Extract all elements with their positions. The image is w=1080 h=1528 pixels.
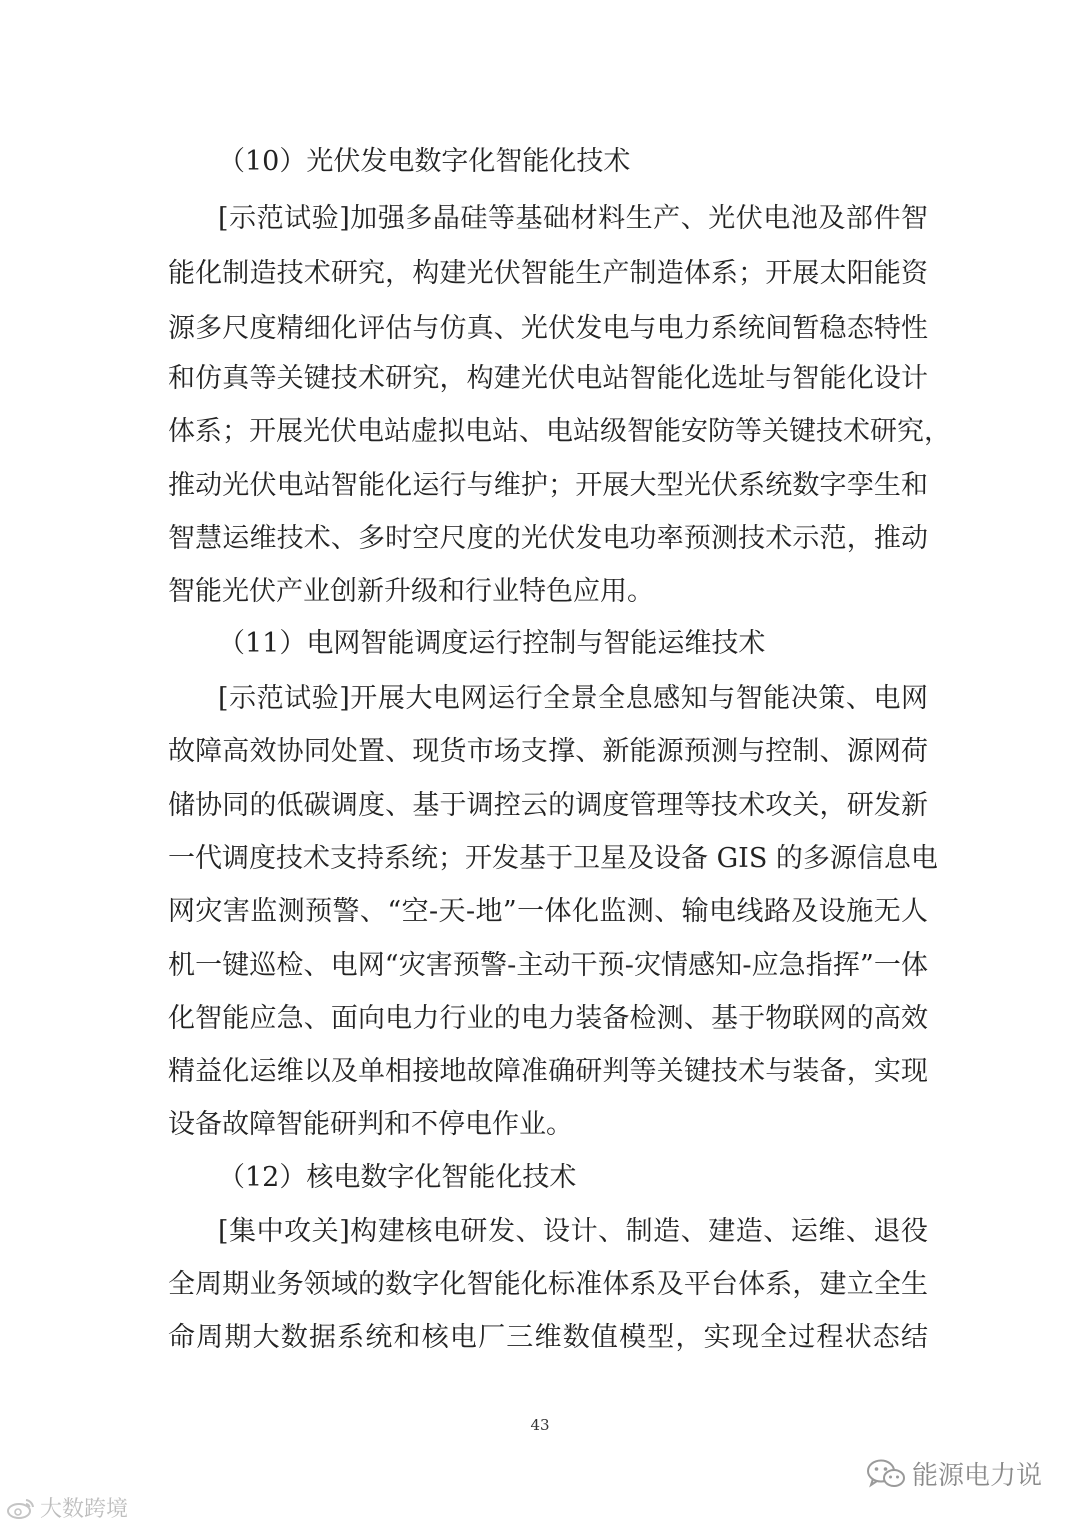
section-heading-12: （12）核电数字化智能化技术 <box>218 1162 577 1193</box>
paragraph-line: [集中攻关]构建核电研发、设计、制造、建造、运维、退役 <box>218 1216 928 1247</box>
weibo-watermark <box>6 1492 128 1523</box>
paragraph-line: [示范试验]开展大电网运行全景全息感知与智能决策、电网 <box>218 683 928 714</box>
paragraph-line: 化智能应急、面向电力行业的电力装备检测、基于物联网的高效 <box>168 1003 928 1034</box>
paragraph-line: 全周期业务领域的数字化智能化标准体系及平台体系，建立全生 <box>168 1269 928 1300</box>
paragraph-line: 源多尺度精细化评估与仿真、光伏发电与电力系统间暂稳态特性 <box>168 313 928 344</box>
paragraph-line: 精益化运维以及单相接地故障准确研判等关键技术与装备，实现 <box>168 1056 928 1087</box>
paragraph-line: 智能光伏产业创新升级和行业特色应用。 <box>168 576 654 607</box>
paragraph-line: 网灾害监测预警、“空-天-地”一体化监测、输电线路及设施无人 <box>168 896 928 927</box>
paragraph-line: 推动光伏电站智能化运行与维护；开展大型光伏系统数字孪生和 <box>168 470 928 501</box>
paragraph-line: 一代调度技术支持系统；开发基于卫星及设备 GIS 的多源信息电 <box>168 843 938 874</box>
section-heading-10: （10）光伏发电数字化智能化技术 <box>218 146 631 177</box>
page-number: 43 <box>530 1416 550 1434</box>
section-heading-11: （11）电网智能调度运行控制与智能运维技术 <box>218 628 766 659</box>
paragraph-line: 智慧运维技术、多时空尺度的光伏发电功率预测技术示范，推动 <box>168 523 928 554</box>
wechat-watermark <box>866 1455 1042 1492</box>
paragraph-line: 能化制造技术研究，构建光伏智能生产制造体系；开展太阳能资 <box>168 258 928 289</box>
paragraph-line: 命周期大数据系统和核电厂三维数值模型，实现全过程状态结 <box>168 1322 928 1353</box>
wechat-account-name: 能源电力说 <box>911 1461 1042 1491</box>
paragraph-line: 设备故障智能研判和不停电作业。 <box>168 1109 573 1140</box>
paragraph-line: 储协同的低碳调度、基于调控云的调度管理等技术攻关，研发新 <box>168 790 928 821</box>
paragraph-line: 机一键巡检、电网“灾害预警-主动干预-灾情感知-应急指挥”一体 <box>168 950 928 981</box>
paragraph-line: [示范试验]加强多晶硅等基础材料生产、光伏电池及部件智 <box>218 203 928 234</box>
paragraph-line: 故障高效协同处置、现货市场支撑、新能源预测与控制、源网荷 <box>168 736 928 767</box>
paragraph-line: 和仿真等关键技术研究，构建光伏电站智能化选址与智能化设计 <box>168 363 928 394</box>
weibo-account-name: 大数跨境 <box>40 1497 129 1522</box>
wechat-icon <box>866 1458 906 1490</box>
weibo-icon <box>6 1496 36 1520</box>
paragraph-line: 体系；开展光伏电站虚拟电站、电站级智能安防等关键技术研究， <box>168 416 951 447</box>
